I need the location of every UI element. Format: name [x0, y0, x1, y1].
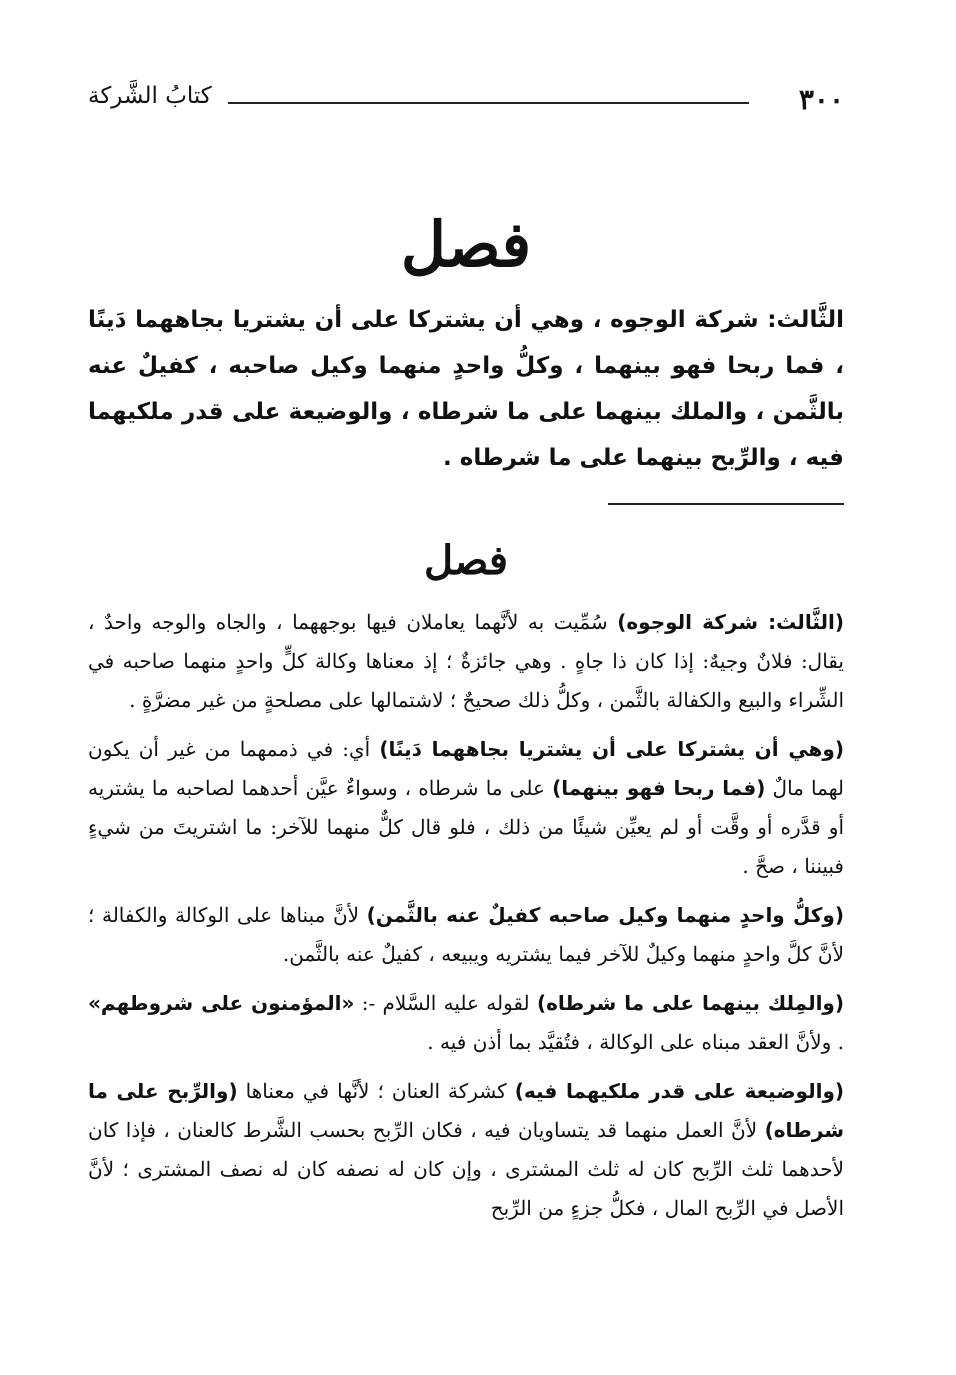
matn-text: الثَّالث: شركة الوجوه ، وهي أن يشتركا على أن يشتريا بجاههما دَينًا ، فما ربحا فهو بينهما ، وكلُّ واحدٍ منهما وكيل صاحبه ، كفيلٌ عنه بالثَّمن ، والملك بينهما على ما شرطاه ، والوضيعة على قدر ملكيهما فيه ، والرِّبح بينهما على ما شرطاه . [88, 307, 844, 471]
hadith-quote: «المؤمنون على شروطهم» [88, 991, 355, 1015]
running-header [88, 75, 844, 119]
commentary-paragraph [88, 896, 844, 974]
commentary-text: سُمِّيت به لأنَّهما يعاملان فيها بوجههما ، والجاه والوجه واحدٌ ، يقال: فلانٌ وجيهٌ: إذا كان ذا جاهٍ . وهي جائزةٌ ؛ إذ معناها وكالة كلٍّ واحدٍ منهما صاحبه في الشِّراء والبيع والكفالة بالثَّمن ، وكلُّ ذلك صحيحٌ ؛ لاشتمالها على مصلحةٍ من غير مضرَّةٍ . [88, 610, 844, 712]
commentary-text: على ما شرطاه ، وسواءٌ عيَّن أحدهما لصاحبه ما يشتريه أو قدَّره أو وقَّت أو لم يعيِّن شيئًا من ذلك ، فلو قال كلٌّ منهما للآخر: ما اشتريتَ من شيءٍ فبيننا ، صحَّ . [88, 776, 844, 878]
quoted-matn: (والرِّبح على ما شرطاه) [88, 1079, 844, 1142]
section-divider [608, 503, 844, 505]
commentary-text: . ولأنَّ العقد مبناه على الوكالة ، فتُقيَّد بما أذن فيه . [427, 1030, 844, 1054]
commentary-text: أي: في ذممهما من غير أن يكون لهما مالٌ [88, 737, 845, 800]
quoted-matn: (وكلُّ واحدٍ منهما وكيل صاحبه كفيلٌ عنه بالثَّمن) [366, 903, 844, 927]
quoted-matn: (والوضيعة على قدر ملكيهما فيه) [514, 1079, 845, 1103]
commentary [88, 603, 844, 1228]
commentary-text: لأنَّ مبناها على الوكالة والكفالة ؛ لأنَّ كلَّ واحدٍ منهما وكيلٌ للآخر فيما يشتريه ويبيعه ، كفيلٌ عنه بالثَّمن. [88, 903, 844, 966]
commentary-text: لقوله عليه السَّلام -: [354, 991, 537, 1015]
quoted-matn: (والمِلك بينهما على ما شرطاه) [536, 991, 845, 1015]
section-heading-commentary: فصل [423, 537, 509, 584]
quoted-matn: (وهي أن يشتركا على أن يشتريا بجاههما دَينًا) [379, 737, 844, 761]
commentary-text: كشركة العنان ؛ لأنَّها في معناها [237, 1079, 515, 1103]
commentary-paragraph [88, 603, 844, 720]
page-number: ٣٠٠ [798, 83, 844, 116]
commentary-text: لأنَّ العمل منهما قد يتساويان فيه ، فكان الرِّبح بحسب الشَّرط كالعنان ، فإذا كان لأحدهما ثلث الرِّبح كان له ثلث المشترى ، وإن كان له نصفه كان له نصف المشترى ؛ لأنَّ الأصل في الرِّبح المال ، فكلُّ جزءٍ من الرِّبح [88, 1118, 844, 1220]
section-heading-main: فصل [400, 208, 532, 281]
commentary-paragraph [88, 1072, 844, 1228]
quoted-matn: (الثَّالث: شركة الوجوه) [617, 610, 844, 634]
quoted-matn: (فما ربحا فهو بينهما) [552, 776, 766, 800]
commentary-paragraph [88, 730, 844, 886]
header-rule [228, 102, 749, 104]
book-page [88, 75, 844, 1238]
commentary-paragraph [88, 984, 844, 1062]
book-title: كتابُ الشَّركة [88, 83, 212, 109]
